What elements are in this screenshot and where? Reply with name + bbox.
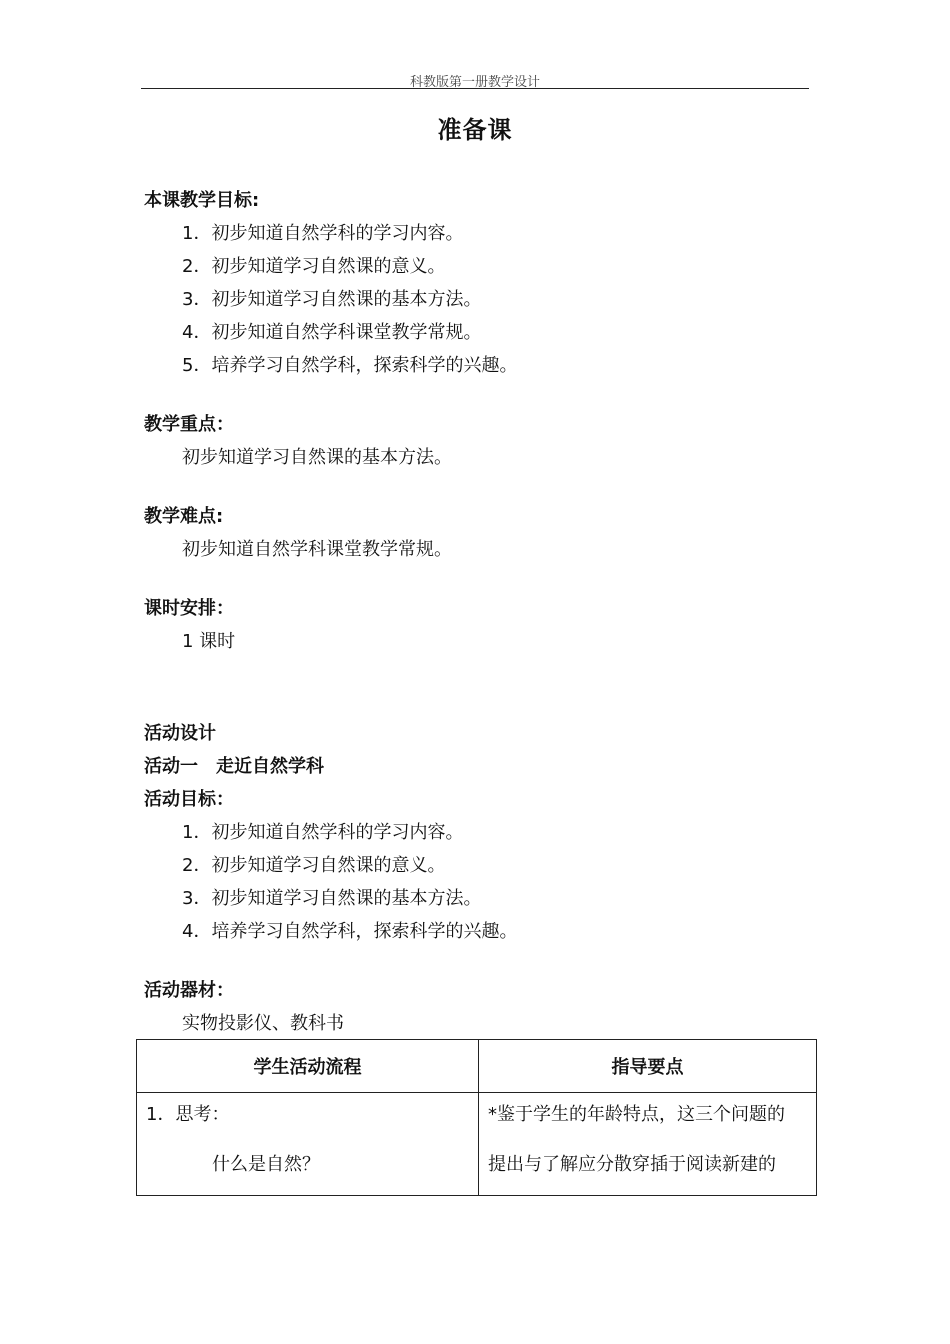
key-point-text: 初步知道学习自然课的基本方法。 [182, 447, 452, 468]
objective-item: 4．初步知道自然学科课堂教学常规。 [182, 322, 482, 343]
key-point-heading: 教学重点： [144, 414, 234, 435]
table-row [137, 1093, 817, 1196]
objectives-heading: 本课教学目标: [144, 190, 260, 211]
cell-line: 1．思考： [146, 1104, 230, 1125]
schedule-heading: 课时安排： [144, 598, 234, 619]
objective-item: 5．培养学习自然学科，探索科学的兴趣。 [182, 355, 518, 376]
activity-goal-item: 4．培养学习自然学科，探索科学的兴趣。 [182, 921, 518, 942]
activity-goal-heading: 活动目标： [144, 789, 234, 810]
activity-one-heading: 活动一 走近自然学科 [144, 756, 324, 777]
activity-flow-table [136, 1039, 817, 1196]
table-header-cell: 指导要点 [479, 1040, 817, 1093]
table-cell-guidance [479, 1093, 817, 1196]
table-header-row [137, 1040, 817, 1093]
activity-goal-item: 2．初步知道学习自然课的意义。 [182, 855, 446, 876]
page-title: 准备课 [437, 116, 513, 144]
running-header: 科教版第一册教学设计 [409, 75, 540, 90]
activity-goal-item: 1．初步知道自然学科的学习内容。 [182, 822, 464, 843]
header-rule [141, 88, 809, 89]
activity-design-heading: 活动设计 [144, 723, 216, 744]
materials-text: 实物投影仪、教科书 [182, 1013, 344, 1034]
difficulty-heading: 教学难点: [144, 506, 224, 527]
materials-heading: 活动器材： [144, 980, 234, 1001]
table-cell-student-flow [137, 1093, 479, 1196]
schedule-text: 1 课时 [182, 631, 236, 652]
table-header-cell: 学生活动流程 [137, 1040, 479, 1093]
activity-goal-item: 3．初步知道学习自然课的基本方法。 [182, 888, 482, 909]
objective-item: 2．初步知道学习自然课的意义。 [182, 256, 446, 277]
cell-line: 什么是自然？ [212, 1154, 320, 1175]
objective-item: 1．初步知道自然学科的学习内容。 [182, 223, 464, 244]
difficulty-text: 初步知道自然学科课堂教学常规。 [182, 539, 452, 560]
cell-line: 提出与了解应分散穿插于阅读新建的 [488, 1154, 776, 1175]
objective-item: 3．初步知道学习自然课的基本方法。 [182, 289, 482, 310]
cell-line: *鉴于学生的年龄特点，这三个问题的 [488, 1104, 785, 1125]
